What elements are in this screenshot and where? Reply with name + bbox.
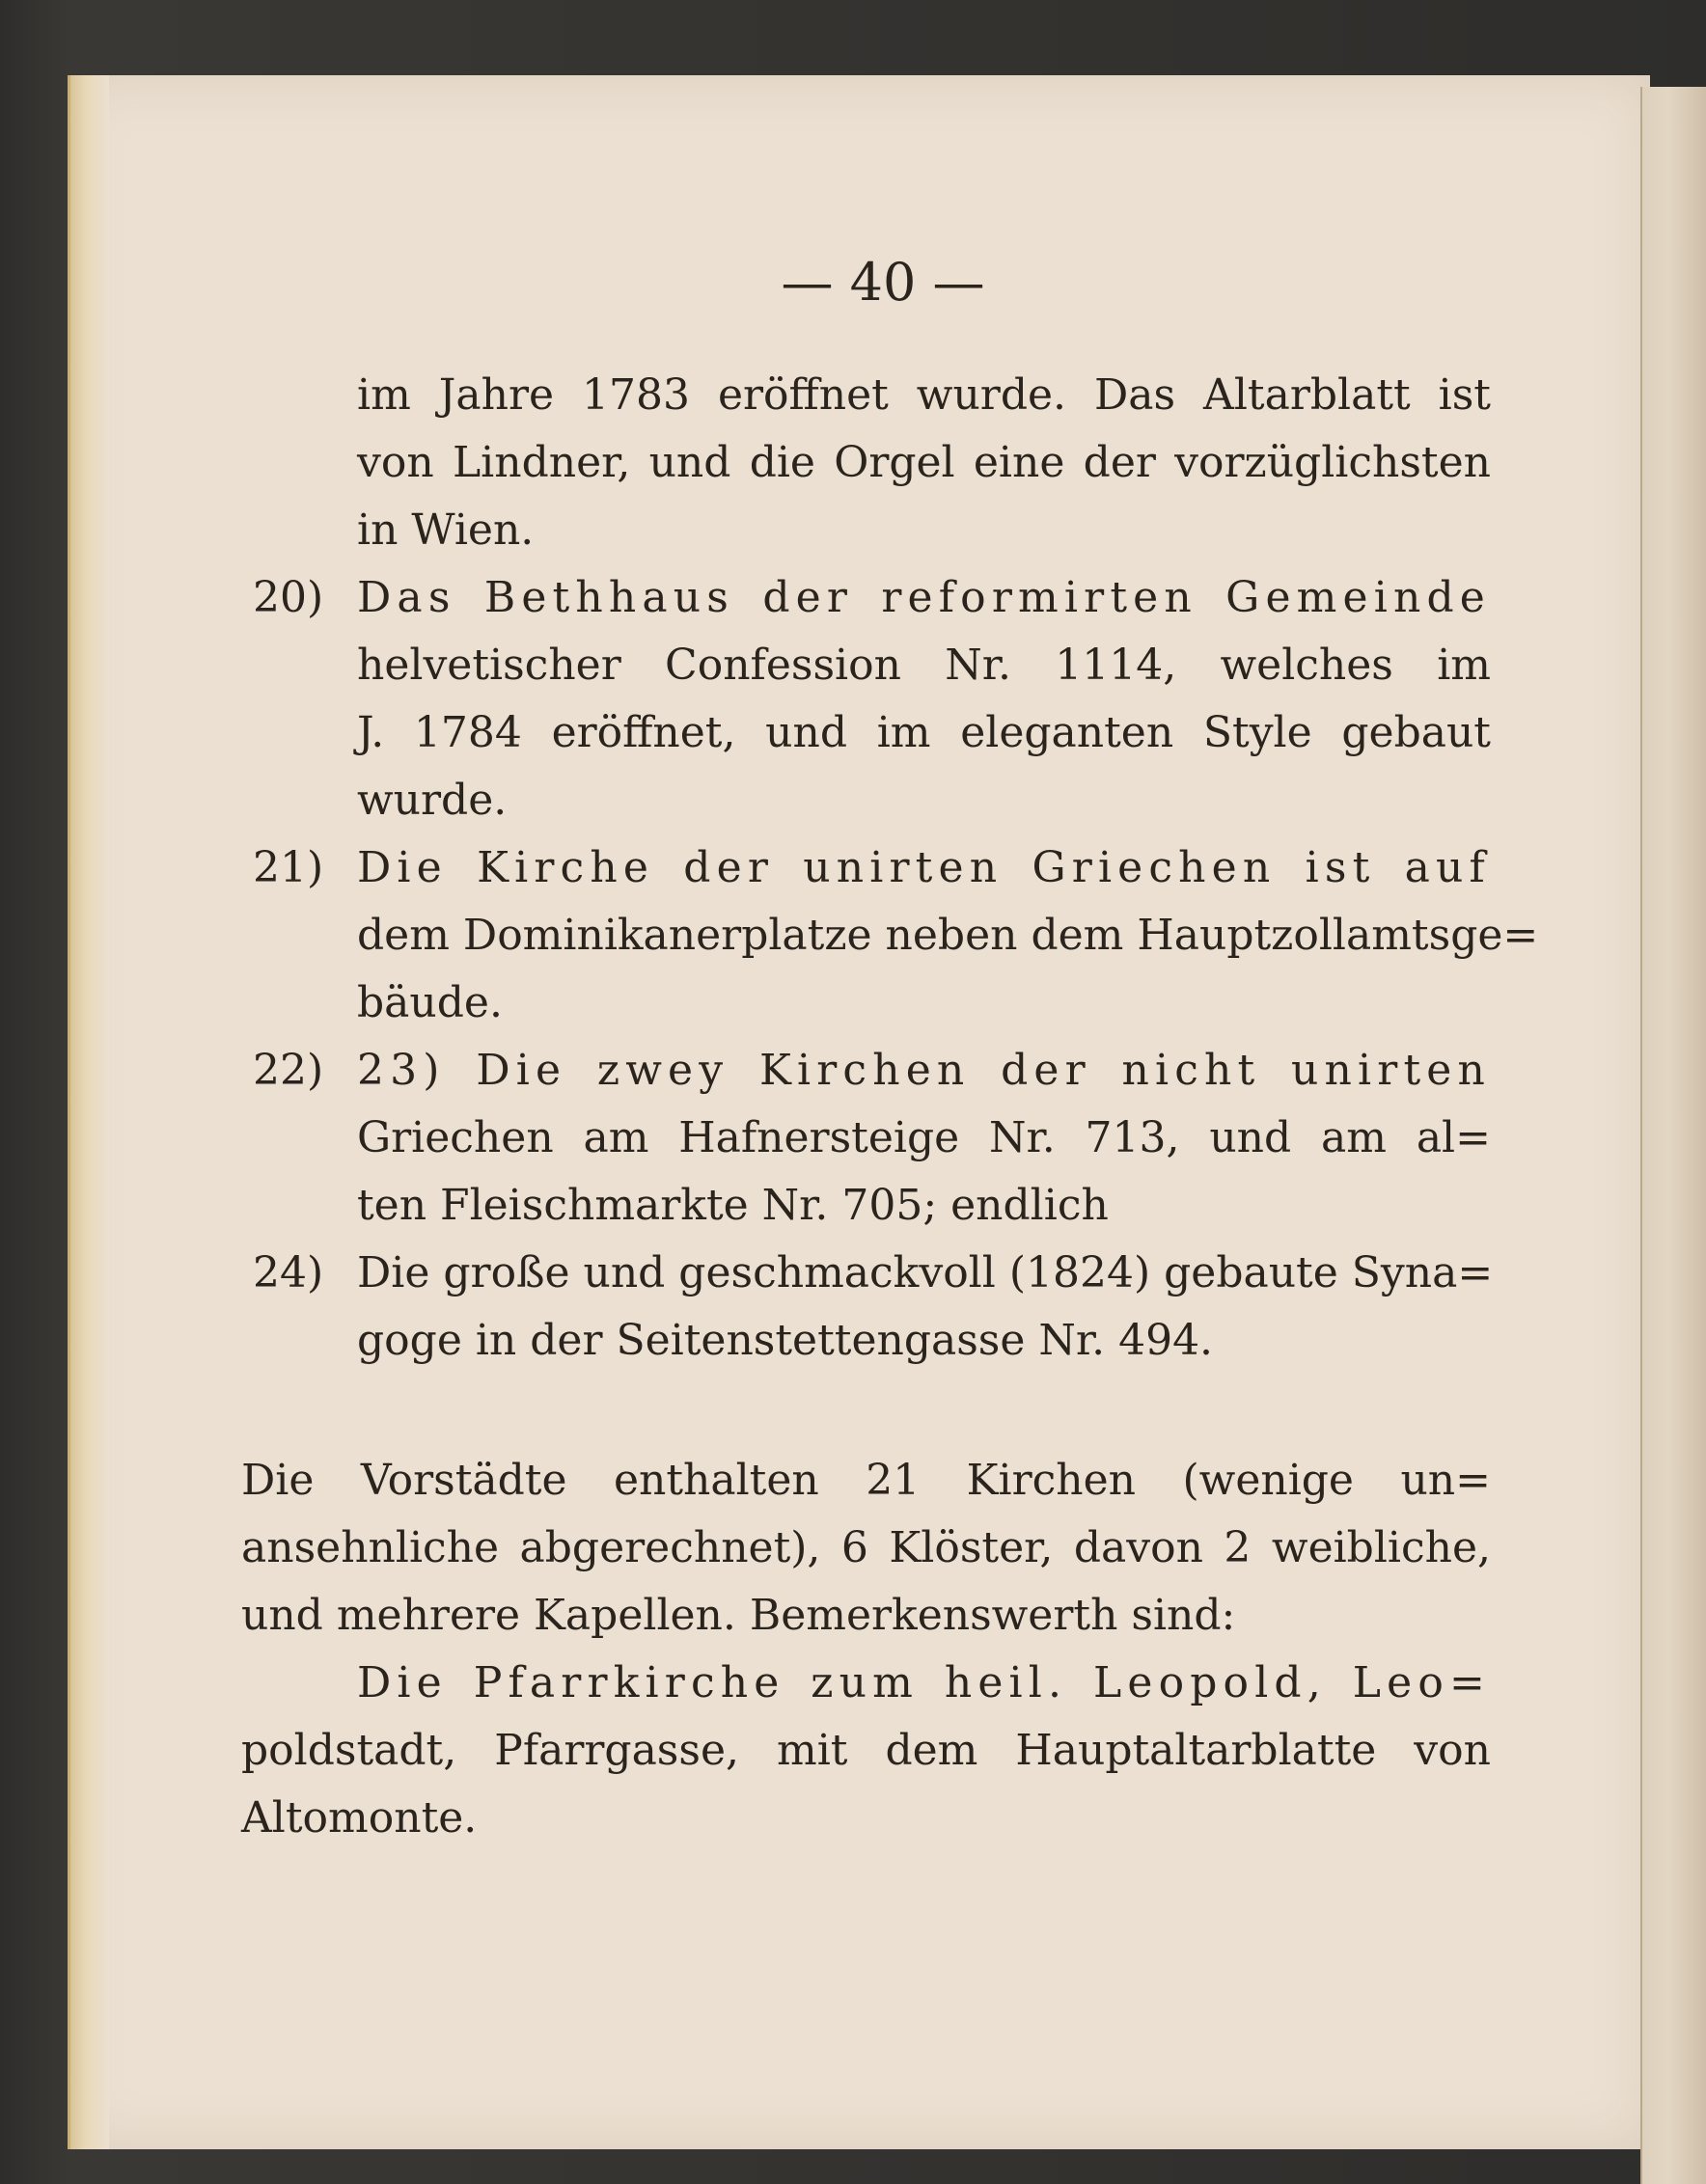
text-line: 23) Die zwey Kirchen der nicht unirten <box>357 1046 1491 1095</box>
entry-continuation <box>357 362 1491 564</box>
entry-number: 22) <box>253 1046 324 1095</box>
text-line: in Wien. <box>357 505 535 555</box>
entry-number: 20) <box>253 573 324 622</box>
text-line: wurde. <box>357 776 508 825</box>
text-line: Die Pfarrkirche zum heil. Leopold, Leo= <box>357 1658 1491 1707</box>
entry-number: 24) <box>253 1248 324 1297</box>
text-line: Die große und geschmackvoll (1824) gebaute Syna= <box>357 1248 1494 1297</box>
entry-22-23 <box>357 1037 1491 1240</box>
text-line: Altomonte. <box>241 1793 478 1843</box>
entry-20 <box>357 564 1491 834</box>
page-right-edge <box>1640 87 1706 2184</box>
text-line: ansehnliche abgerechnet), 6 Klöster, davon 2 weibliche, <box>241 1523 1491 1572</box>
text-line: bäude. <box>357 978 503 1027</box>
entry-number: 21) <box>253 843 324 892</box>
text-line: dem Dominikanerplatze neben dem Hauptzollamtsge= <box>357 911 1539 960</box>
text-line: Griechen am Hafnersteige Nr. 713, und am al= <box>357 1113 1491 1162</box>
text-line: helvetischer Confession Nr. 1114, welches im <box>357 641 1491 690</box>
entry-24 <box>357 1240 1494 1375</box>
text-line: goge in der Seitenstettengasse Nr. 494. <box>357 1316 1214 1365</box>
text-line: Die Vorstädte enthalten 21 Kirchen (wenige un= <box>241 1456 1491 1505</box>
text-line: J. 1784 eröffnet, und im eleganten Style gebaut <box>357 708 1491 757</box>
text-line: Die Kirche der unirten Griechen ist auf <box>357 843 1491 892</box>
page-number: — 40 — <box>781 252 985 313</box>
paragraph-vorstaedte <box>241 1447 1491 1650</box>
text-line: Das Bethhaus der reformirten Gemeinde <box>357 573 1491 622</box>
text-line: von Lindner, und die Orgel eine der vorzüglichsten <box>357 438 1491 487</box>
text-line: ten Fleischmarkte Nr. 705; endlich <box>357 1181 1109 1230</box>
paragraph-pfarrkirche <box>241 1650 1491 1852</box>
text-line: poldstadt, Pfarrgasse, mit dem Hauptaltarblatte von <box>241 1726 1491 1775</box>
text-line: im Jahre 1783 eröffnet wurde. Das Altarblatt ist <box>357 370 1491 420</box>
page-left-edge <box>68 75 109 2149</box>
text-line: und mehrere Kapellen. Bemerkenswerth sind: <box>241 1591 1236 1640</box>
entry-21 <box>357 834 1539 1037</box>
